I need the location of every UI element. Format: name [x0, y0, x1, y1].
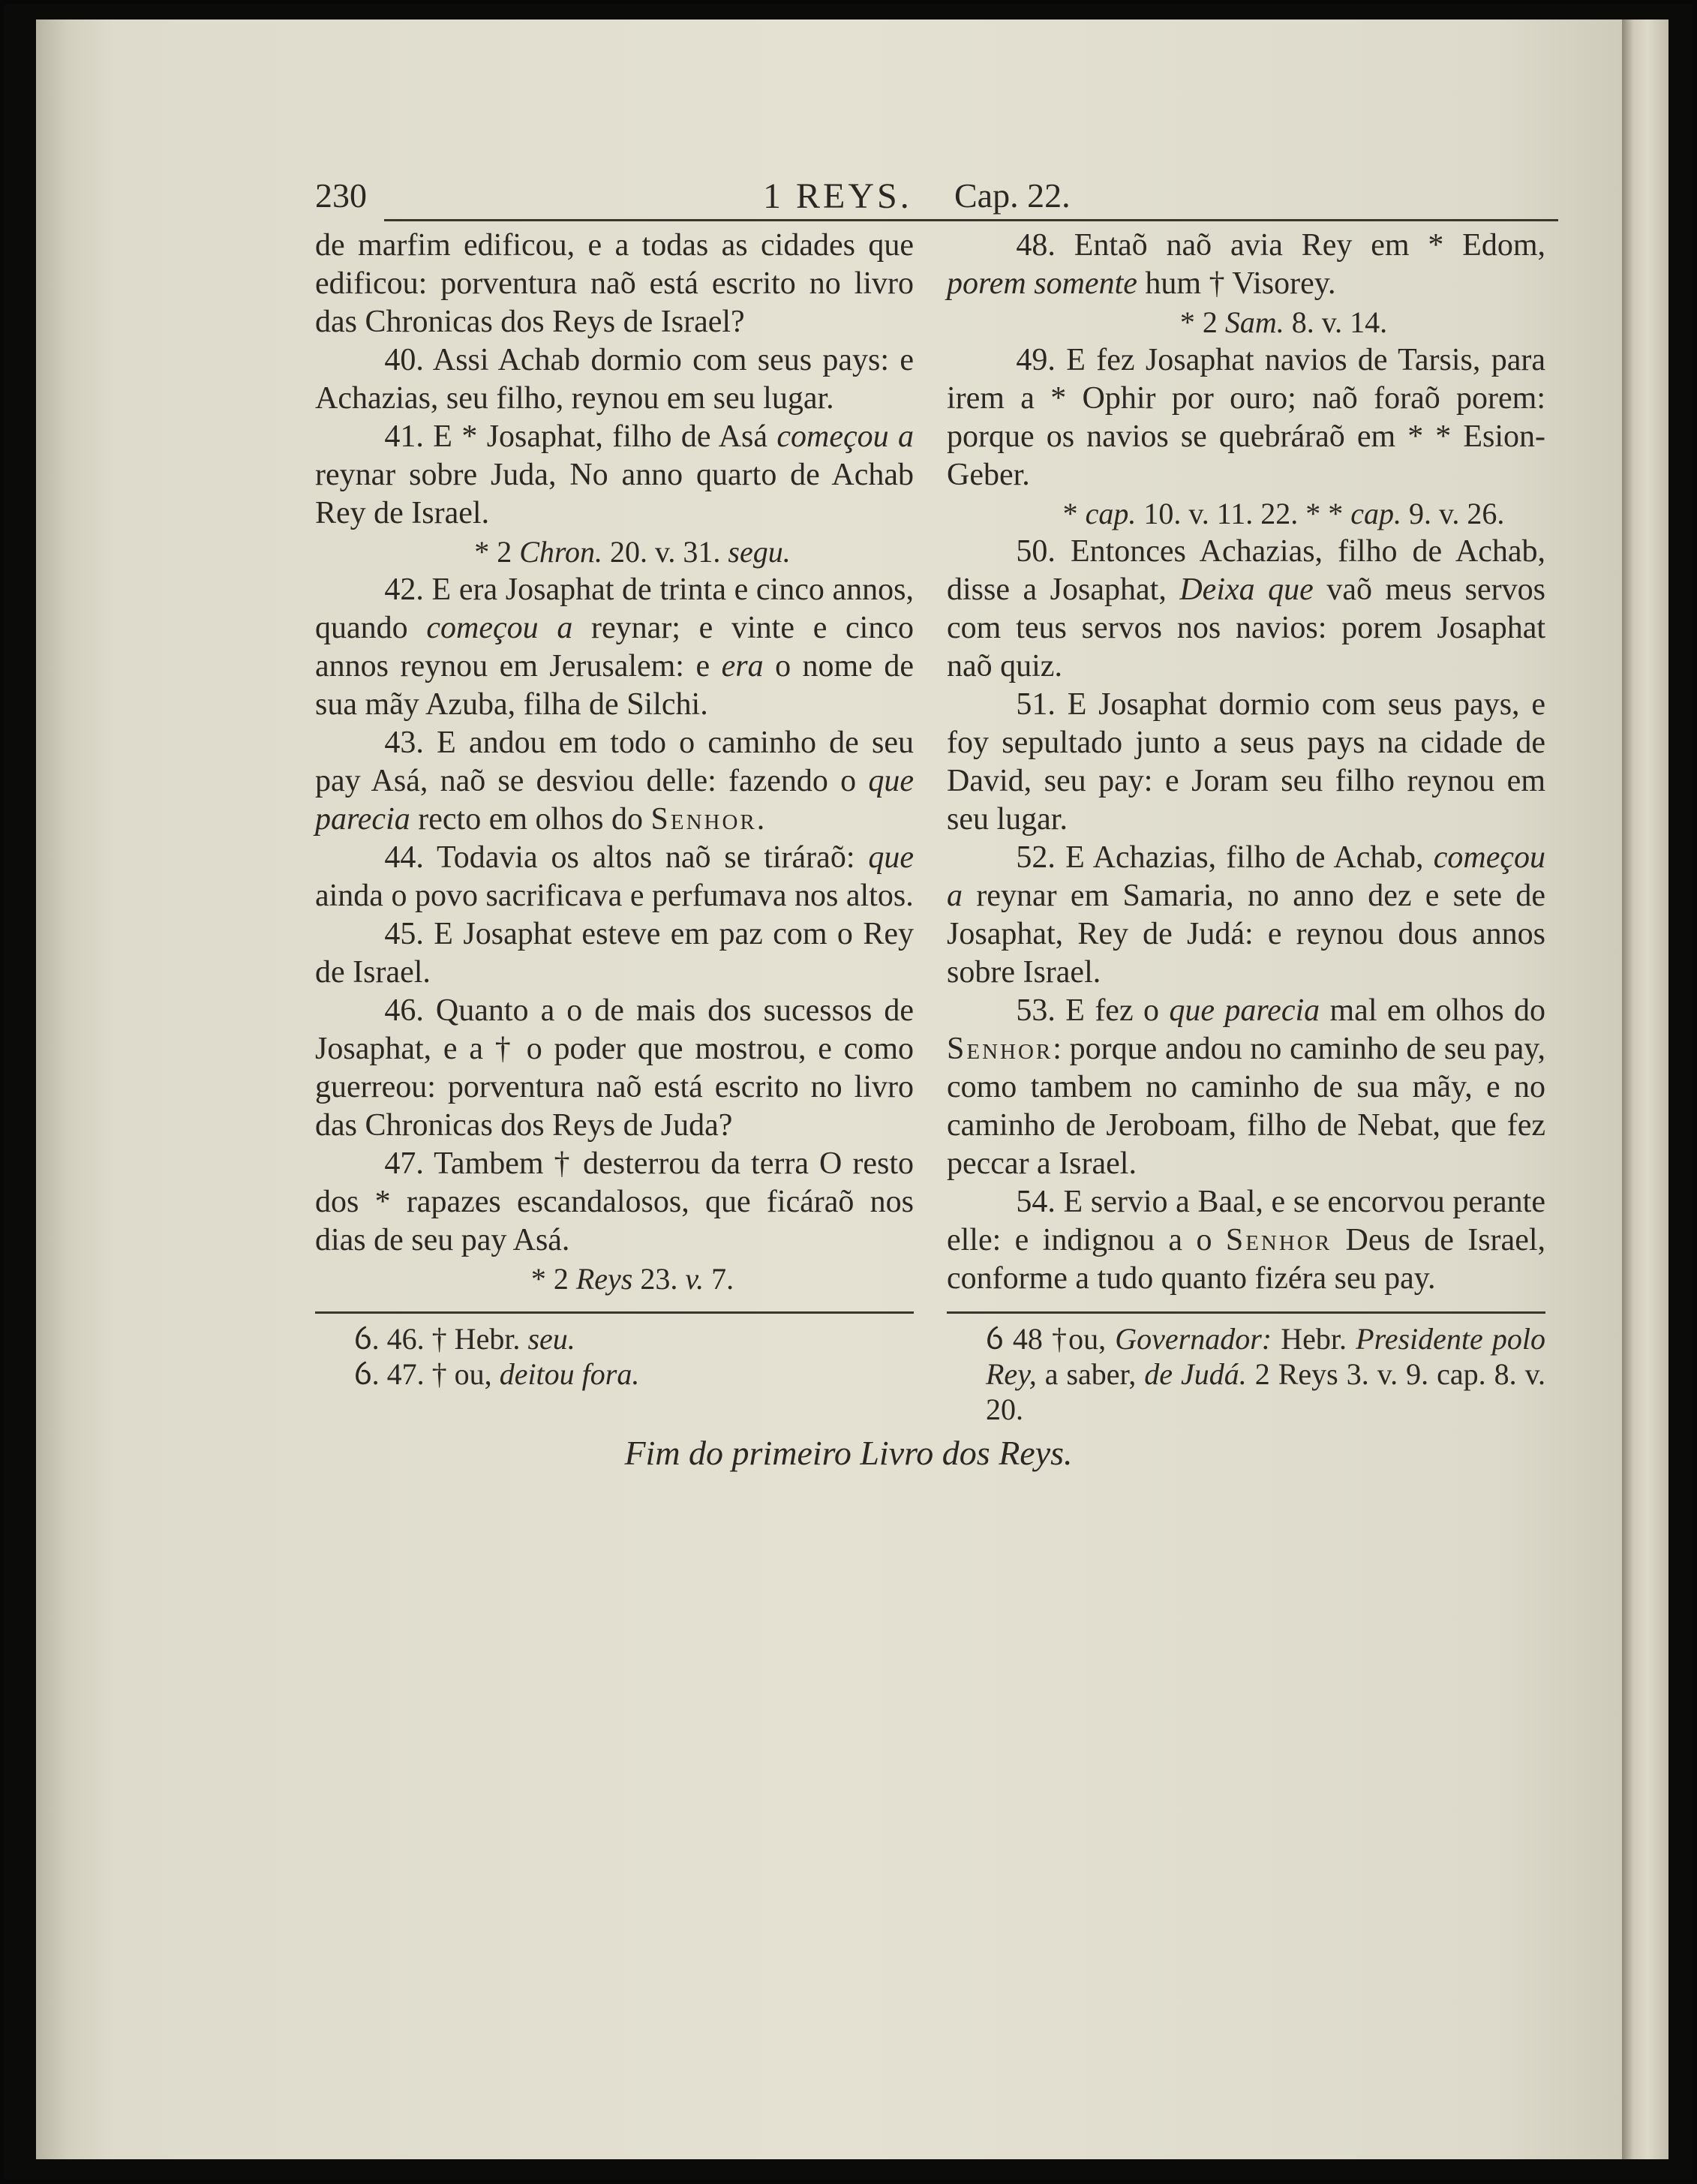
verse-44: 44. Todavia os altos naõ se tiráraõ: que ainda o povo sacrificava e perfumava nos altos.: [315, 840, 914, 913]
verse-47: 47. Tambem † desterrou da terra O resto dos * rapazes escandalosos, que ficáraõ nos dias de seu pay Asá.: [315, 1146, 914, 1257]
cross-reference-47: * 2 Reys 23. v. 7.: [530, 1262, 734, 1296]
verse-46: 46. Quanto a o de mais dos sucessos de Josaphat, e a † o poder que mostrou, e como guerreou: porventura naõ está escrito no livro das Chronicas dos Reys de Juda?: [315, 993, 914, 1143]
verse-40: 40. Assi Achab dormio com seus pays: e Achazias, seu filho, reynou em seu lugar.: [315, 343, 914, 416]
chapter-label: Cap. 22.: [954, 176, 1071, 215]
verse-43: 43. E andou em todo o caminho de seu pay Asá, naõ se desviou delle: fazendo o que parecia recto em olhos do Senhor.: [315, 725, 914, 837]
left-column: [315, 227, 914, 1392]
running-header: [315, 176, 1553, 221]
footnote-48: ỽ 48 †ou, Governador: Hebr. Presidente polo Rey, a saber, de Judá. 2 Reys 3. v. 9. cap. 8. v. 20.: [986, 1322, 1546, 1426]
cross-reference-41: * 2 Chron. 20. v. 31. segu.: [474, 535, 791, 569]
verse-39-end: de marfim edificou, e a todas as cidades que edificou: porventura naõ está escrito no livro das Chronicas dos Reys de Israel?: [315, 228, 914, 339]
verse-54: 54. E servio a Baal, e se encorvou perante elle: e indignou a o Senhor Deus de Israel, conforme a tudo quanto fizéra seu pay.: [947, 1185, 1545, 1296]
page-edge: [1622, 20, 1668, 2159]
cross-reference-49: * cap. 10. v. 11. 22. * * cap. 9. v. 26.: [1062, 497, 1505, 530]
header-rule: [384, 219, 1558, 221]
verse-49: 49. E fez Josaphat navios de Tarsis, para irem a * Ophir por ouro; naõ foraõ porem: porque os navios se quebráraõ em * * Esion-Geber.: [947, 343, 1545, 492]
footnote-47: ỽ. 47. † ou, deitou fora.: [354, 1357, 640, 1391]
right-column: [947, 227, 1545, 1427]
verse-48: 48. Entaõ naõ avia Rey em * Edom, porem somente hum † Visorey.: [947, 228, 1545, 301]
footnote-rule: [947, 1311, 1545, 1314]
verse-45: 45. E Josaphat esteve em paz com o Rey de Israel.: [315, 917, 914, 990]
page-number: 230: [315, 176, 367, 215]
book-title: 1 REYS.: [763, 176, 912, 216]
verse-53: 53. E fez o que parecia mal em olhos do Senhor: porque andou no caminho de seu pay, como tambem no caminho de sua mãy, e no caminho de Jeroboam, filho de Nebat, que fez peccar a Israel.: [947, 993, 1545, 1181]
closing-line: Fim do primeiro Livro dos Reys.: [624, 1434, 1073, 1472]
footnote-rule: [315, 1311, 914, 1314]
verse-50: 50. Entonces Achazias, filho de Achab, disse a Josaphat, Deixa que vaõ meus servos com teus servos nos navios: porem Josaphat naõ quiz.: [947, 534, 1545, 683]
cross-reference-48: * 2 Sam. 8. v. 14.: [1179, 305, 1388, 339]
verse-52: 52. E Achazias, filho de Achab, começou a reynar em Samaria, no anno dez e sete de Josaphat, Rey de Judá: e reynou dous annos sobre Israel.: [947, 840, 1545, 990]
verse-42: 42. E era Josaphat de trinta e cinco annos, quando começou a reynar; e vinte e cinco annos reynou em Jerusalem: e era o nome de sua mãy Azuba, filha de Silchi.: [315, 572, 914, 722]
verse-51: 51. E Josaphat dormio com seus pays, e foy sepultado junto a seus pays na cidade de David, seu pay: e Joram seu filho reynou em seu lugar.: [947, 687, 1545, 837]
footnote-46: ỽ. 46. † Hebr. seu.: [354, 1322, 575, 1356]
verse-41: 41. E * Josaphat, filho de Asá começou a reynar sobre Juda, No anno quarto de Achab Rey de Israel.: [315, 419, 914, 530]
